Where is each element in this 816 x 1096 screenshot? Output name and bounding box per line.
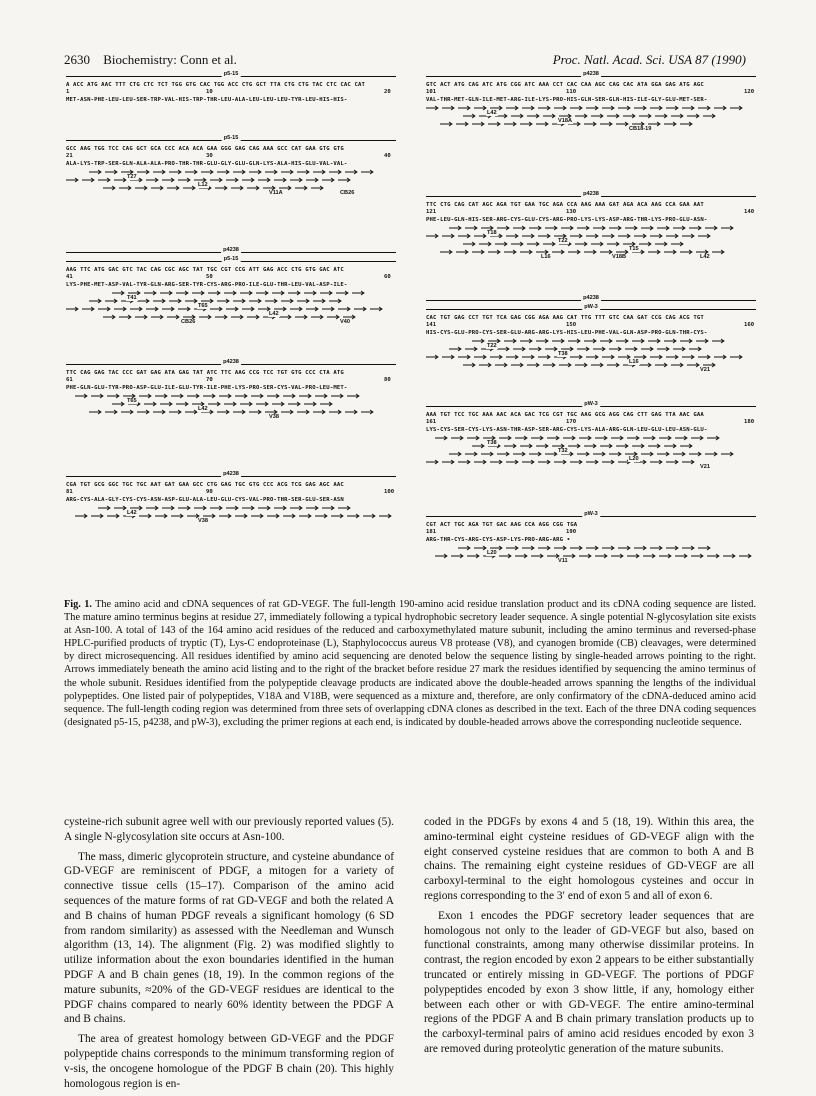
sequencing-arrows (66, 289, 396, 327)
page-number: 2630 (64, 52, 90, 67)
amino-acid-sequence: ALA-LYS-TRP-SER-GLN-ALA-ALA-PRO-THR-THR-GLU-GLY-GLU-GLN-LYS-ALA-HIS-GLU-VAL-VAL- (66, 161, 348, 167)
peptide-label: T65 (198, 303, 208, 309)
sequence-block (66, 136, 396, 198)
residue-number: 141 (426, 322, 437, 328)
peptide-label: L42 (700, 254, 710, 260)
clone-label: p5-15 (223, 135, 239, 141)
caption-text: The amino acid and cDNA sequences of rat GD-VEGF. The full-length 190-amino acid residue translation product and its cDNA coding sequence are listed. The mature amino terminus begins at residue 27, immediately following a typical hydrophobic secretory leader sequence. A single potential N-glycosylation site exists at Asn-100. A total of 143 of the 164 amino acid residues of the reduced and carboxymethylated mature subunit, including the amino terminus and reversed-phase HPLC-purified products of tryptic (T), Lys-C endoproteinase (L), Staphylococcus aureus V8 protease (V8), and cyanogen bromide (CB) cleavages, were determined by direct microsequencing. All residues identified by amino acid sequencing are denoted below the sequence listing by single-headed arrows pointing to the right. Arrows immediately beneath the amino acid listing and to the right of the bracket before residue 27 mark the residues identified by sequencing the amino terminus of the whole subunit. Residues identified from the polypeptide cleavage products are indicated above the double-headed arrows spanning the lengths of the individual polypeptides. One listed pair of polypeptides, V18A and V18B, were sequenced as a mixture and, therefore, are only confirmatory of the cDNA-deduced amino acid sequence. The full-length coding region was determined from three sets of overlapping cDNA clones as described in the text. Each of the three DNA coding sequences (designated p5-15, p4238, and pW-3), excluding the primer regions at each end, is indicated by double-headed arrows above the corresponding nucleotide sequence. (64, 599, 757, 728)
nucleotide-sequence: TTC CAG GAG TAC CCC GAT GAG ATA GAG TAT ATC TTC AAG CCG TCC TGT GTG CCC CTA ATG (66, 370, 344, 376)
peptide-label: T41 (127, 295, 137, 301)
residue-number: 101 (426, 89, 437, 95)
residue-number: 1 (66, 89, 70, 95)
clone-label: pW-3 (584, 304, 598, 310)
peptide-label: V38 (198, 518, 208, 524)
nucleotide-sequence: A ACC ATG AAC TTT CTG CTC TCT TGG GTG CAC TGG ACC CTG GCT TTA CTG CTG TAC CTC CAC CAT (66, 82, 366, 88)
peptide-label: V21 (700, 367, 710, 373)
peptide-label: V21 (700, 464, 710, 470)
residue-number: 130 (566, 209, 577, 215)
peptide-label: L42 (269, 311, 279, 317)
paragraph: The mass, dimeric glycoprotein structure, and cysteine abundance of GD-VEGF are reminiscent of PDGF, a mitogen for a variety of connective tissue cells (15–17). Comparison of the amino acid sequences of the mature forms of rat GD-VEGF and both the related A and B chains of human PDGF reveals a significant homology (6 SD from random similarity) as assessed with the Needleman and Wunsch algorithm (13, 14). The alignment (Fig. 2) was modified slightly to utilize information about the exon boundaries identified in the human PDGF A and B chain genes (18, 19). In the common regions of the mature subunits, ≈20% of the GD-VEGF residues are identical to the PDGF chains compared to nearly 60% identity between the PDGF A and B chains. (64, 850, 394, 1026)
residue-number: 161 (426, 419, 437, 425)
peptide-label: L12 (198, 182, 208, 188)
clone-label: p4238 (583, 71, 599, 77)
peptide-label: L16 (541, 254, 551, 260)
residue-number: 40 (384, 153, 391, 159)
residue-numbers (66, 489, 396, 496)
sequence-block (426, 72, 756, 134)
peptide-label: V40 (340, 319, 350, 325)
peptide-label: V11A (269, 190, 283, 196)
residue-numbers (426, 209, 756, 216)
sequencing-arrows (426, 544, 756, 566)
amino-acid-sequence: LYS-PHE-MET-ASP-VAL-TYR-GLN-ARG-SER-TYR-CYS-ARG-PRO-ILE-GLU-THR-LEU-VAL-ASP-ILE- (66, 282, 348, 288)
arrow-track (66, 392, 396, 420)
amino-acid-sequence: PHE-LEU-GLN-HIS-SER-ARG-CYS-GLU-CYS-ARG-PRO-LYS-LYS-ASP-ARG-THR-LYS-PRO-GLU-ASN- (426, 217, 708, 223)
peptide-label: V11 (558, 558, 568, 564)
clone-label: p4238 (583, 295, 599, 301)
nucleotide-sequence: TTC CTG CAG CAT AGC AGA TGT GAA TGC AGA CCA AAG AAA GAT AGA ACA AAG CCA GAA AAT (426, 202, 704, 208)
arrow-track (426, 104, 756, 132)
sequence-block (426, 402, 756, 472)
sequencing-arrows (426, 104, 756, 134)
sequence-block (66, 360, 396, 422)
clone-label: p4238 (223, 471, 239, 477)
peptide-label: T32 (558, 448, 568, 454)
paragraph: The area of greatest homology between GD-VEGF and the PDGF polypeptide chains corresponds to the minimum transforming region of v-sis, the oncogene homologue of the PDGF B chain (20). This highly homologous region is en- (64, 1033, 394, 1090)
sequencing-arrows (66, 504, 396, 526)
running-header-left (64, 52, 237, 68)
residue-number: 121 (426, 209, 437, 215)
residue-number: 90 (206, 489, 213, 495)
residue-numbers (66, 377, 396, 384)
clone-range (426, 192, 756, 201)
peptide-label: V18B (612, 254, 626, 260)
sequence-block (66, 72, 396, 104)
clone-label: pW-3 (584, 401, 598, 407)
nucleotide-sequence: GCC AAG TGG TCC CAG GCT GCA CCC ACA ACA GAA GGG GAG CAG AAA GCC CAT GAA GTG GTG (66, 146, 344, 152)
sequence-block (66, 248, 396, 327)
peptide-label: T15 (629, 246, 639, 252)
residue-numbers (426, 322, 756, 329)
clone-range (426, 512, 756, 521)
body-column-left (64, 815, 394, 1096)
residue-number: 120 (744, 89, 755, 95)
sequencing-arrows (66, 392, 396, 422)
clone-range (66, 360, 396, 369)
residue-numbers (66, 153, 396, 160)
peptide-label: L20 (629, 456, 639, 462)
amino-acid-sequence: LYS-CYS-SER-CYS-LYS-ASN-THR-ASP-SER-ARG-CYS-LYS-ALA-ARG-GLN-LEU-GLU-LEU-ASN-GLU- (426, 427, 708, 433)
nucleotide-sequence: GTC ACT ATG CAG ATC ATG CGG ATC AAA CCT CAC CAA AGC CAG CAC ATA GGA GAG ATG AGC (426, 82, 704, 88)
peptide-label: L42 (198, 406, 208, 412)
clone-range (426, 402, 756, 411)
peptide-label: T22 (487, 343, 497, 349)
residue-number: 170 (566, 419, 577, 425)
residue-number: 81 (66, 489, 73, 495)
peptide-label: L20 (487, 550, 497, 556)
residue-number: 50 (206, 274, 213, 280)
peptide-label: L42 (127, 510, 137, 516)
peptide-label: T38 (487, 440, 497, 446)
residue-number: 140 (744, 209, 755, 215)
running-header-right: Proc. Natl. Acad. Sci. USA 87 (1990) (552, 52, 746, 67)
residue-number: 60 (384, 274, 391, 280)
residue-number: 180 (744, 419, 755, 425)
sequencing-arrows (426, 434, 756, 472)
nucleotide-sequence: CGT ACT TGC AGA TGT GAC AAG CCA AGG CGG TGA (426, 522, 578, 528)
paragraph: cysteine-rich subunit agree well with our previously reported values (5). A single N-glycosylation site occurs at Asn-100. (64, 816, 394, 843)
residue-number: 80 (384, 377, 391, 383)
clone-label: p5-15 (223, 71, 239, 77)
sequencing-arrows (66, 168, 396, 198)
paragraph: Exon 1 encodes the PDGF secretory leader sequences that are homologous not only to the leader of GD-VEGF but also, based on functional constraints, among many otherwise dissimilar proteins. In contrast, the region encoded by exon 2 appears to be either substantially truncated or entirely missing in GD-VEGF. The portions of PDGF polypeptides encoded by exon 3 show little, if any, homology either between each other or with GD-VEGF. The entire amino-terminal regions of the PDGF A and B chain primary translation products up to the carboxyl-terminal pairs of amino acid residues encoded by exon 3 are removed during proteolytic generation of the mature subunits. (424, 909, 754, 1055)
residue-number: 150 (566, 322, 577, 328)
residue-number: 70 (206, 377, 213, 383)
sequence-block (426, 512, 756, 566)
journal-title-left: Biochemistry: Conn et al. (103, 52, 237, 67)
clone-range (426, 72, 756, 81)
residue-numbers (66, 274, 396, 281)
arrow-track (66, 504, 396, 524)
figure-1-sequence-panel (64, 71, 755, 582)
clone-label: p5-15 (223, 256, 239, 262)
amino-acid-sequence: VAL-THR-MET-GLN-ILE-MET-ARG-ILE-LYS-PRO-HIS-GLN-SER-GLN-HIS-ILE-GLY-GLU-MET-SER- (426, 97, 708, 103)
nucleotide-sequence: AAG TTC ATG GAC GTC TAC CAG CGC AGC TAT TGC CGT CCG ATT GAG ACC CTG GTG GAC ATC (66, 267, 344, 273)
residue-number: 190 (566, 529, 577, 535)
residue-number: 181 (426, 529, 437, 535)
clone-range (66, 136, 396, 145)
peptide-label: V38 (269, 414, 279, 420)
residue-number: 21 (66, 153, 73, 159)
residue-number: 10 (206, 89, 213, 95)
peptide-label: T27 (127, 174, 137, 180)
amino-acid-sequence: ARG-CYS-ALA-GLY-CYS-CYS-ASN-ASP-GLU-ALA-LEU-GLU-CYS-VAL-PRO-THR-SER-GLU-SER-ASN (66, 497, 344, 503)
residue-numbers (426, 529, 756, 536)
clone-range (426, 305, 756, 314)
residue-number: 100 (384, 489, 395, 495)
amino-acid-sequence: MET-ASN-PHE-LEU-LEU-SER-TRP-VAL-HIS-TRP-THR-LEU-ALA-LEU-LEU-LEU-TYR-LEU-HIS-HIS- (66, 97, 348, 103)
peptide-label: L42 (487, 110, 497, 116)
peptide-label: V18A (558, 118, 572, 124)
residue-number: 41 (66, 274, 73, 280)
residue-numbers (426, 89, 756, 96)
caption-label: Fig. 1. (64, 599, 92, 610)
peptide-label: T65 (127, 398, 137, 404)
amino-acid-sequence: PHE-GLN-GLU-TYR-PRO-ASP-GLU-ILE-GLU-TYR-ILE-PHE-LYS-PRO-SER-CYS-VAL-PRO-LEU-MET- (66, 385, 348, 391)
residue-number: 20 (384, 89, 391, 95)
peptide-label: T38 (558, 351, 568, 357)
peptide-label: T22 (558, 238, 568, 244)
residue-number: 30 (206, 153, 213, 159)
clone-range (66, 257, 396, 266)
nucleotide-sequence: CAC TGT GAG CCT TGT TCA GAG CGG AGA AAG CAT TTG TTT GTC CAA GAT CCG CAG ACG TGT (426, 315, 704, 321)
body-column-right (424, 815, 754, 1062)
sequence-block (426, 192, 756, 262)
peptide-label: CB18-19 (629, 126, 652, 132)
figure-caption (64, 598, 756, 729)
peptide-label: T18 (487, 230, 497, 236)
clone-label: p4238 (583, 191, 599, 197)
residue-number: 160 (744, 322, 755, 328)
amino-acid-sequence: ARG-THR-CYS-ARG-CYS-ASP-LYS-PRO-ARG-ARG • (426, 537, 571, 543)
peptide-label: CB26 (340, 190, 355, 196)
sequencing-arrows (426, 224, 756, 262)
sequence-block (66, 472, 396, 526)
paragraph: coded in the PDGFs by exons 4 and 5 (18, 19). Within this area, the amino-terminal eight cysteine residues of GD-VEGF align with the eight conserved cysteine residues that are common to both A and B chains. The remaining eight cysteine residues of GD-VEGF are all carboxyl-terminal to the eight homologous cysteines and occur in regions corresponding to the 3′ end of exon 5 and all of exon 6. (424, 816, 754, 902)
nucleotide-sequence: CGA TGT GCG GGC TGC TGC AAT GAT GAA GCC CTG GAG TGC GTG CCC ACG TCG GAG AGC AAC (66, 482, 344, 488)
clone-label: p4238 (223, 247, 239, 253)
clone-range (66, 472, 396, 481)
sequence-block (426, 296, 756, 375)
residue-numbers (426, 419, 756, 426)
sequencing-arrows (426, 337, 756, 375)
clone-label: pW-3 (584, 511, 598, 517)
residue-numbers (66, 89, 396, 96)
peptide-label: CB26 (181, 319, 196, 325)
clone-label: p4238 (223, 359, 239, 365)
arrow-track (426, 544, 756, 564)
residue-number: 110 (566, 89, 577, 95)
residue-number: 61 (66, 377, 73, 383)
clone-range (66, 72, 396, 81)
nucleotide-sequence: AAA TGT TCC TGC AAA AAC ACA GAC TCG CGT TGC AAG GCG AGG CAG CTT GAG TTA AAC GAA (426, 412, 704, 418)
amino-acid-sequence: HIS-CYS-GLU-PRO-CYS-SER-GLU-ARG-ARG-LYS-HIS-LEU-PHE-VAL-GLN-ASP-PRO-GLN-THR-CYS- (426, 330, 708, 336)
peptide-label: L16 (629, 359, 639, 365)
